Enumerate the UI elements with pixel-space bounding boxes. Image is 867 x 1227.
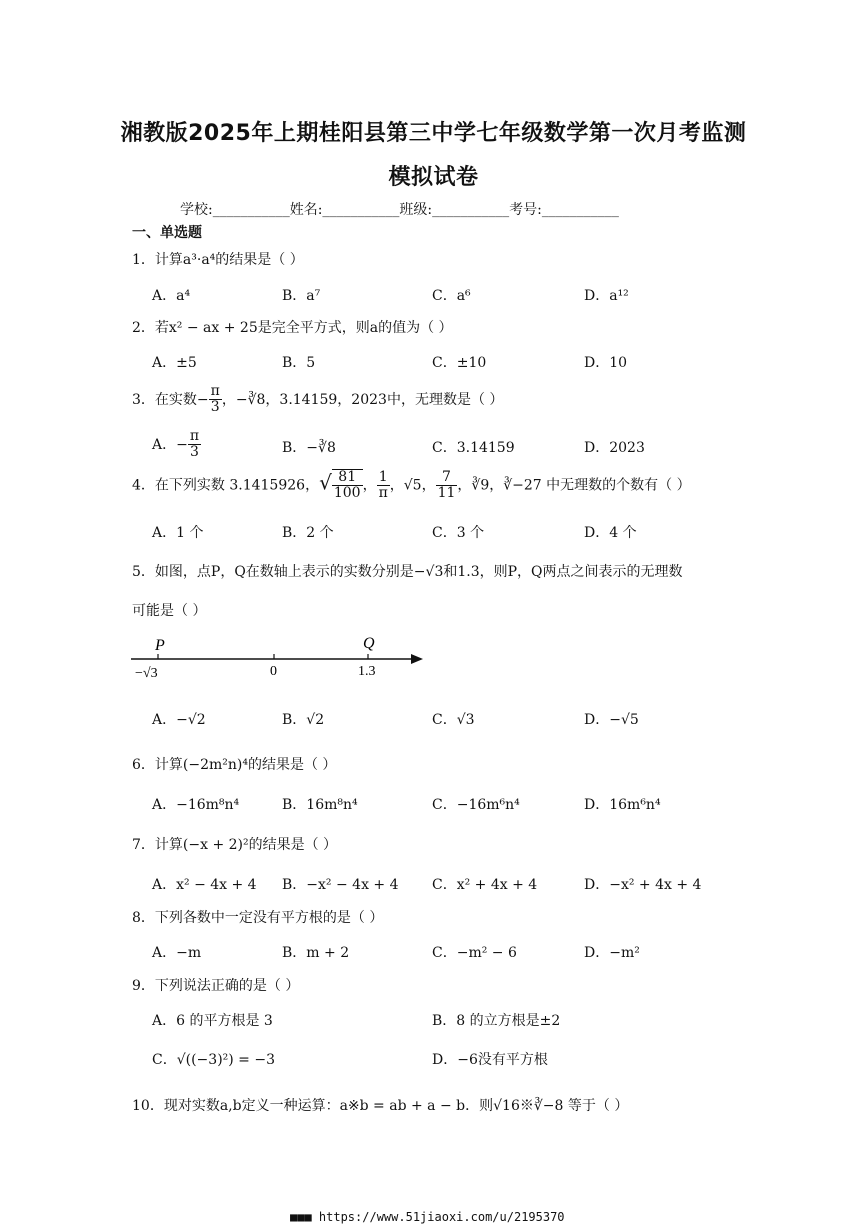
- fraction-numerator: 1: [377, 470, 390, 486]
- fraction-denominator: 3: [190, 444, 199, 461]
- label-zero: 0: [270, 664, 277, 679]
- question-5-option-b: B．√2: [282, 712, 325, 728]
- question-5-stem-line-2: 可能是（ ）: [132, 603, 207, 619]
- question-9-option-d: D．−6没有平方根: [432, 1052, 548, 1068]
- question-8-stem: 8．下列各数中一定没有平方根的是（ ）: [132, 910, 384, 926]
- question-3-option-d: D．2023: [584, 440, 645, 456]
- question-5-option-d: D．−√5: [584, 712, 639, 728]
- question-7-option-a: A．x² − 4x + 4: [152, 877, 257, 893]
- question-6-option-b: B．16m⁸n⁴: [282, 797, 358, 813]
- question-2-option-a: A．±5: [152, 355, 197, 371]
- question-2-stem: 2．若x² − ax + 25是完全平方式，则a的值为（ ）: [132, 320, 453, 336]
- question-1-option-d: D．a¹²: [584, 288, 629, 304]
- question-9-option-c: C．√((−3)²) = −3: [152, 1052, 275, 1068]
- question-7-option-d: D．−x² + 4x + 4: [584, 877, 702, 893]
- question-5-option-a: A．−√2: [152, 712, 206, 728]
- fraction-denominator: 3: [210, 399, 220, 416]
- footer-url[interactable]: ■■■ https://www.51jiaoxi.com/u/2195370: [290, 1210, 565, 1224]
- student-info-line: 学校:___________姓名:___________班级:___________考号:___________: [180, 202, 619, 218]
- question-1-option-b: B．a⁷: [282, 288, 321, 304]
- question-4-fraction-1-pi: [377, 470, 390, 502]
- question-8-option-a: A．−m: [152, 945, 202, 961]
- question-4-stem-suffix: ，∛9，∛−27 中无理数的个数有（ ）: [457, 477, 691, 494]
- fraction-numerator: π: [210, 383, 220, 399]
- title-line-2: 模拟试卷: [388, 165, 479, 190]
- question-3-fraction: [209, 384, 222, 416]
- question-4-stem-prefix: 4．在下列实数 3.1415926，: [132, 477, 320, 494]
- question-7-option-c: C．x² + 4x + 4: [432, 877, 538, 893]
- sqrt-sign: √: [319, 470, 332, 495]
- label-neg-sqrt3: −√3: [135, 666, 158, 681]
- question-3-minus: −: [196, 391, 209, 408]
- label-p: P: [155, 637, 165, 654]
- question-4-option-a: A．1 个: [152, 525, 204, 541]
- question-1-option-c: C．a⁶: [432, 288, 471, 304]
- question-3-option-a: [152, 429, 201, 461]
- question-8-option-c: C．−m² − 6: [432, 945, 517, 961]
- question-4-option-d: D．4 个: [584, 525, 637, 541]
- question-4-sqrt5: ，√5，: [389, 477, 436, 494]
- question-8-option-b: B．m + 2: [282, 945, 350, 961]
- question-6-option-a: A．−16m⁸n⁴: [152, 797, 240, 813]
- question-9-option-a: A．6 的平方根是 3: [152, 1013, 273, 1029]
- question-4-stem: 4．在下列实数 3.1415926，√ $\frac{81}{100}$ ， $\frac{1}{\pi}$ ，√5， $\frac{7}{11}$ ，∛9，∛−27 中无理数的个数有（ ）: [132, 468, 691, 502]
- number-line-arrow: [411, 654, 423, 664]
- question-6-stem: 6．计算(−2m²n)⁴的结果是（ ）: [132, 757, 337, 773]
- fraction-numerator: 81: [332, 470, 363, 486]
- question-4-option-c: C．3 个: [432, 525, 485, 541]
- label-q: Q: [363, 635, 375, 652]
- question-2-option-c: C．±10: [432, 355, 487, 371]
- fraction-denominator: π: [378, 484, 388, 501]
- question-7-option-b: B．−x² − 4x + 4: [282, 877, 399, 893]
- fraction-numerator: π: [189, 428, 200, 444]
- question-3-stem-rest: ，−∛8，3.14159，2023中，无理数是（ ）: [221, 391, 504, 408]
- fraction-numerator: 7: [436, 470, 458, 486]
- question-4-option-b: B．2 个: [282, 525, 334, 541]
- question-1-option-a: A．a⁴: [152, 288, 191, 304]
- number-line-figure: [125, 630, 435, 688]
- question-4-fraction-7-11: [436, 470, 458, 502]
- fraction-denominator: 100: [333, 485, 361, 502]
- option-letter: A．: [152, 436, 177, 453]
- option-minus: −: [176, 436, 188, 453]
- question-3-option-b: B．−∛8: [282, 440, 336, 456]
- question-6-option-c: C．−16m⁶n⁴: [432, 797, 520, 813]
- question-8-option-d: D．−m²: [584, 945, 640, 961]
- question-3-stem-prefix: 3．在实数: [132, 391, 197, 408]
- question-2-option-d: D．10: [584, 355, 628, 371]
- question-9-option-b: B．8 的立方根是±2: [432, 1013, 561, 1029]
- question-3-stem: [132, 384, 503, 416]
- title-line-1: 湘教版2025年上期桂阳县第三中学七年级数学第一次月考监测: [120, 121, 747, 146]
- label-1-3: 1.3: [358, 664, 376, 679]
- question-6-option-d: D．16m⁶n⁴: [584, 797, 661, 813]
- question-5-stem-line-1: 5．如图，点P，Q在数轴上表示的实数分别是−√3和1.3，则P，Q两点之间表示的无理数: [132, 564, 683, 580]
- question-1-stem: 1．计算a³·a⁴的结果是（ ）: [132, 252, 304, 268]
- question-3-option-c: C．3.14159: [432, 440, 515, 456]
- section-heading-single-choice: 一、单选题: [132, 225, 202, 241]
- question-4-fraction-81-100: [332, 469, 363, 502]
- question-9-stem: 9．下列说法正确的是（ ）: [132, 978, 300, 994]
- question-10-stem: 10．现对实数a,b定义一种运算：a※b = ab + a − b．则√16※∛−8 等于（ ）: [132, 1098, 629, 1114]
- question-5-option-c: C．√3: [432, 712, 475, 728]
- question-2-option-b: B．5: [282, 355, 316, 371]
- fraction-denominator: 11: [437, 484, 456, 501]
- question-7-stem: 7．计算(−x + 2)²的结果是（ ）: [132, 837, 338, 853]
- option-a-fraction: [188, 429, 201, 461]
